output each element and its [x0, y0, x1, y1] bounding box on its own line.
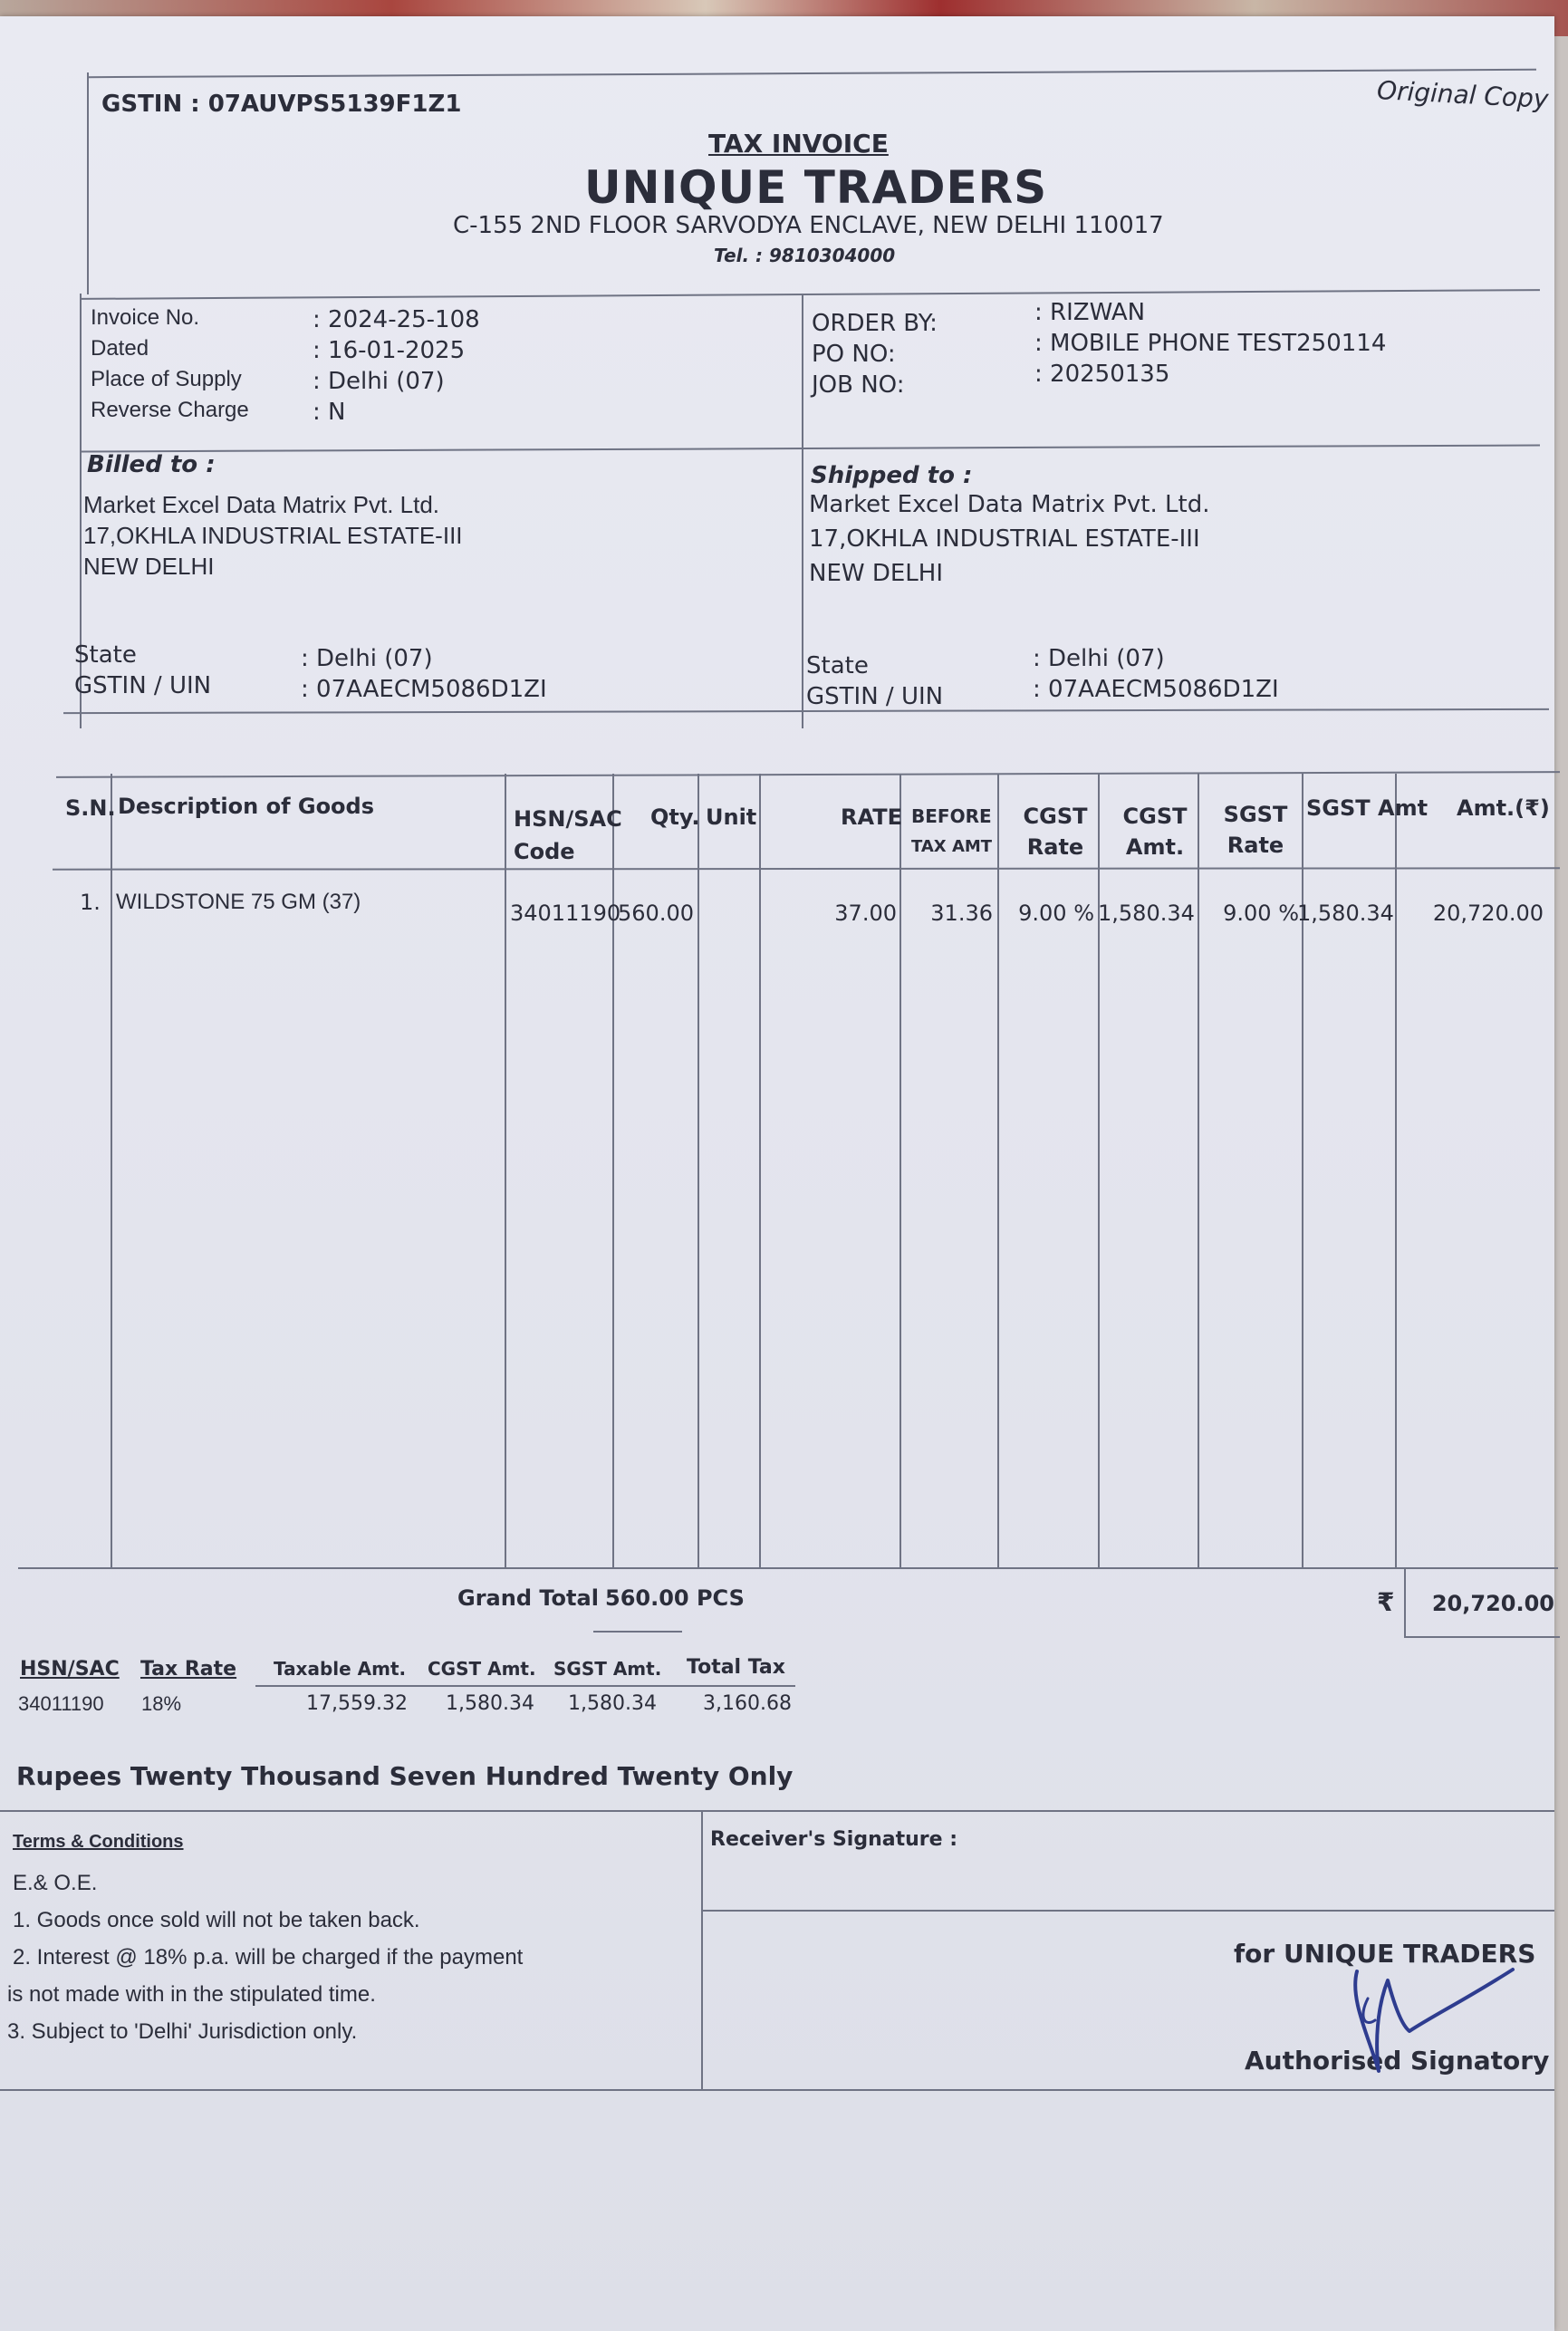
shipped-to-line-3: NEW DELHI — [809, 560, 944, 587]
header-cgst-amt-line-2: Amt. — [1125, 834, 1185, 860]
shipped-gstin-value: : 07AAECM5086D1ZI — [1033, 676, 1279, 703]
col-line-before — [997, 774, 999, 1567]
copy-label: Original Copy — [1376, 75, 1550, 114]
header-before-tax — [911, 801, 992, 862]
po-no-value: : MOBILE PHONE TEST250114 — [1034, 330, 1387, 357]
order-info-values — [1034, 297, 1386, 390]
terms-line-1: 1. Goods once sold will not be taken back. — [13, 1908, 420, 1932]
col-line-rate — [899, 774, 901, 1567]
table-header-rule — [53, 867, 1560, 870]
billed-to-state-values — [301, 643, 547, 705]
invoice-no-value: : 2024-25-108 — [313, 306, 480, 333]
header-description: Description of Goods — [118, 794, 375, 819]
tax-summary-rule — [255, 1685, 795, 1687]
billed-to-line-2: 17,OKHLA INDUSTRIAL ESTATE-III — [83, 522, 463, 549]
billed-gstin-label: GSTIN / UIN — [74, 672, 212, 699]
order-info-labels — [812, 308, 938, 400]
tax-summary-header-taxable: Taxable Amt. — [274, 1658, 407, 1680]
billed-gstin-value: : 07AAECM5086D1ZI — [301, 676, 547, 703]
order-by-value: : RIZWAN — [1034, 299, 1146, 326]
billed-to-address — [83, 489, 463, 582]
terms-heading: Terms & Conditions — [13, 1832, 184, 1852]
shipped-to-heading: Shipped to : — [811, 462, 973, 489]
tax-summary-header-rate: Tax Rate — [140, 1658, 237, 1681]
col-line-sgst-amt — [1395, 774, 1397, 1567]
for-company-label: for UNIQUE TRADERS — [1234, 1939, 1536, 1969]
row-amount: 20,720.00 — [1432, 901, 1544, 926]
seller-gstin: GSTIN : 07AUVPS5139F1Z1 — [101, 91, 462, 118]
shipped-gstin-label: GSTIN / UIN — [806, 683, 944, 710]
col-line-unit — [759, 774, 761, 1567]
invoice-paper — [0, 16, 1554, 2331]
dated-label: Dated — [91, 336, 149, 361]
header-cgst-rate-line-1: CGST — [1023, 804, 1088, 829]
header-cgst-rate-line-2: Rate — [1026, 834, 1084, 860]
shipped-to-line-1: Market Excel Data Matrix Pvt. Ltd. — [809, 491, 1210, 518]
tax-summary-header-total: Total Tax — [687, 1656, 785, 1679]
rule-under-invoice-info — [80, 444, 1540, 452]
shipped-to-state-labels — [806, 650, 943, 712]
grand-total-underline — [593, 1631, 682, 1633]
terms-line-2: 2. Interest @ 18% p.a. will be charged if the payment — [13, 1945, 524, 1970]
row-rate: 37.00 — [834, 901, 897, 926]
table-top-rule — [56, 771, 1560, 778]
grand-total-box-bottom — [1404, 1636, 1560, 1638]
invoice-info-labels — [91, 303, 249, 426]
job-no-value: : 20250135 — [1034, 361, 1170, 388]
billed-to-line-1: Market Excel Data Matrix Pvt. Ltd. — [83, 491, 440, 518]
authorised-signatory-label: Authorised Signatory — [1245, 2046, 1550, 2076]
grand-total-box-left — [1404, 1567, 1406, 1636]
tax-summary-rate: 18% — [141, 1692, 182, 1715]
row-qty: 560.00 — [618, 901, 694, 926]
shipped-to-line-2: 17,OKHLA INDUSTRIAL ESTATE-III — [809, 525, 1200, 553]
col-line-qty — [697, 774, 699, 1567]
header-before-line-1: BEFORE — [911, 805, 992, 827]
signature-icon — [1332, 1944, 1549, 2098]
billed-to-line-3: NEW DELHI — [83, 553, 215, 580]
receiver-signature-label: Receiver's Signature : — [710, 1828, 958, 1851]
dated-value: : 16-01-2025 — [313, 337, 466, 364]
col-line-hsn — [612, 774, 614, 1567]
frame-top — [87, 69, 1536, 78]
doc-title: TAX INVOICE — [708, 129, 889, 159]
billed-state-label: State — [74, 641, 137, 669]
row-cgst-amt: 1,580.34 — [1098, 901, 1195, 926]
grand-total-amount: 20,720.00 — [1431, 1591, 1554, 1616]
header-qty: Qty. — [650, 804, 700, 830]
invoice-info-values — [313, 304, 480, 428]
po-no-label: PO NO: — [812, 341, 896, 368]
row-description: WILDSTONE 75 GM (37) — [116, 890, 361, 914]
billed-to-heading: Billed to : — [87, 451, 216, 478]
header-hsn-line-1: HSN/SAC — [514, 806, 622, 832]
footer-top-rule — [0, 1810, 1554, 1812]
reverse-charge-value: : N — [313, 399, 346, 426]
tax-summary-hsn: 34011190 — [18, 1692, 104, 1715]
header-sgst-rate-line-1: SGST — [1223, 802, 1288, 827]
company-address: C-155 2ND FLOOR SARVODYA ENCLAVE, NEW DELHI 110017 — [453, 212, 1164, 239]
terms-list — [7, 1864, 523, 2050]
grand-total-label: Grand Total — [457, 1585, 599, 1611]
header-cgst-rate — [1015, 801, 1096, 862]
header-sgst-rate — [1212, 799, 1299, 861]
row-before-tax: 31.36 — [930, 901, 993, 926]
row-sgst-rate: 9.00 % — [1223, 901, 1299, 926]
tax-summary-taxable: 17,559.32 — [306, 1692, 408, 1715]
col-line-sgst-rate — [1302, 774, 1303, 1567]
row-sgst-amt: 1,580.34 — [1297, 901, 1394, 926]
rupee-symbol: ₹ — [1377, 1587, 1395, 1617]
shipped-state-value: : Delhi (07) — [1033, 645, 1165, 672]
header-sgst-amt: SGST Amt — [1306, 795, 1429, 821]
tax-summary-header-hsn: HSN/SAC — [20, 1658, 120, 1681]
frame-left-top — [87, 72, 89, 294]
tax-summary-total: 3,160.68 — [703, 1692, 792, 1715]
tax-summary-header-cgst: CGST Amt. — [428, 1658, 536, 1680]
col-line-cgst-amt — [1198, 774, 1199, 1567]
billed-to-state-labels — [74, 640, 211, 701]
amount-in-words: Rupees Twenty Thousand Seven Hundred Twenty Only — [16, 1761, 794, 1791]
company-tel: Tel. : 9810304000 — [714, 245, 896, 266]
header-hsn-line-2: Code — [514, 839, 575, 864]
row-hsn: 34011190 — [510, 901, 621, 926]
billed-state-value: : Delhi (07) — [301, 645, 433, 672]
header-sgst-rate-line-2: Rate — [1227, 833, 1284, 858]
invoice-no-label: Invoice No. — [91, 305, 200, 330]
grand-total-qty: 560.00 PCS — [605, 1585, 745, 1611]
terms-line-eoe: E.& O.E. — [13, 1871, 98, 1895]
header-cgst-amt — [1114, 801, 1196, 862]
shipped-to-address — [809, 487, 1209, 591]
footer-bottom-rule — [0, 2089, 1554, 2091]
header-sn: S.N. — [65, 795, 116, 821]
header-cgst-amt-line-1: CGST — [1122, 804, 1188, 829]
footer-divider — [701, 1810, 703, 2089]
row-sn: 1. — [80, 890, 101, 915]
header-hsn — [514, 803, 622, 868]
header-unit: Unit — [706, 804, 757, 830]
place-of-supply-label: Place of Supply — [91, 367, 242, 391]
header-before-line-2: TAX AMT — [911, 837, 993, 856]
header-amount: Amt.(₹) — [1457, 795, 1550, 821]
place-of-supply-value: : Delhi (07) — [313, 368, 445, 395]
tax-summary-sgst: 1,580.34 — [568, 1692, 657, 1715]
table-bottom-rule — [18, 1567, 1558, 1569]
reverse-charge-label: Reverse Charge — [91, 398, 249, 422]
header-rate: RATE — [841, 804, 902, 830]
info-divider — [802, 294, 803, 728]
col-line-desc — [505, 774, 506, 1567]
company-name: UNIQUE TRADERS — [584, 161, 1048, 214]
receiver-rule — [701, 1910, 1554, 1912]
shipped-state-label: State — [806, 652, 869, 679]
col-line-cgst-rate — [1098, 774, 1100, 1567]
order-by-label: ORDER BY: — [812, 310, 938, 337]
tax-summary-header-sgst: SGST Amt. — [553, 1658, 662, 1680]
terms-line-2b: is not made with in the stipulated time. — [7, 1982, 376, 2007]
shipped-to-state-values — [1033, 643, 1279, 705]
tax-summary-cgst: 1,580.34 — [446, 1692, 534, 1715]
terms-line-3: 3. Subject to 'Delhi' Jurisdiction only. — [7, 2019, 358, 2044]
job-no-label: JOB NO: — [812, 371, 905, 399]
col-line-sn — [111, 774, 112, 1567]
row-cgst-rate: 9.00 % — [1018, 901, 1094, 926]
